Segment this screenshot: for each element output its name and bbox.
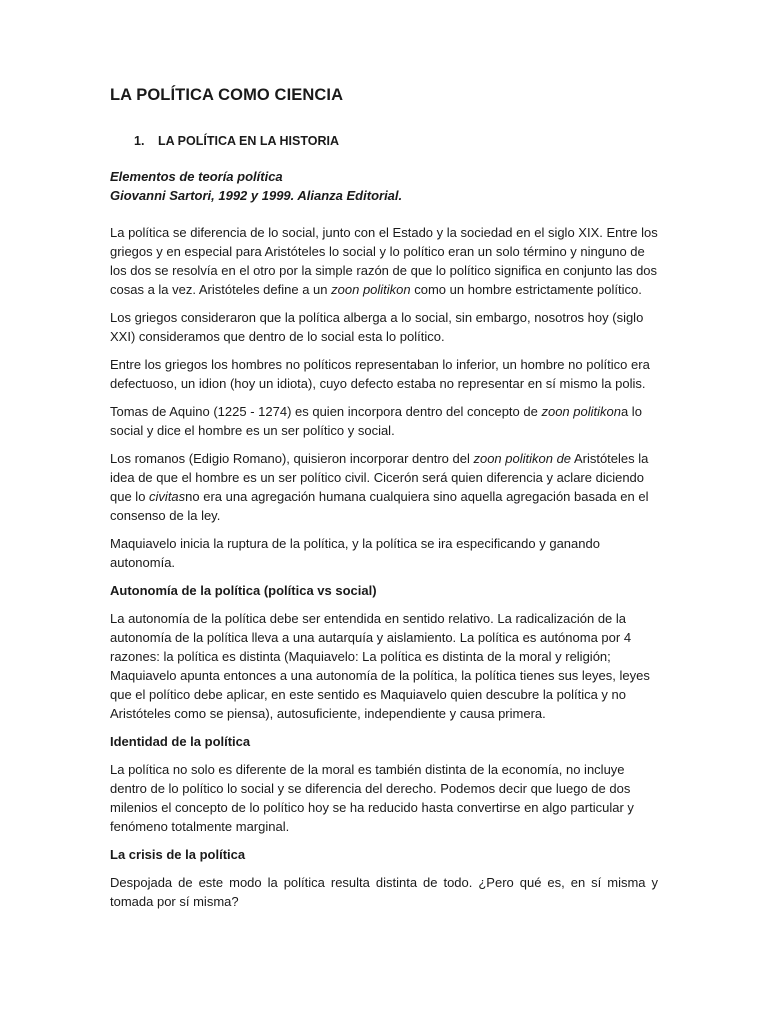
reference-book-title: Elementos de teoría política [110,169,283,184]
italic-term: zoon politikon [541,404,621,419]
paragraph-text: a lo social y dice el hombre es un ser político y social. [110,404,642,438]
subheading-identidad: Identidad de la política [110,734,251,749]
paragraph-6: Maquiavelo inicia la ruptura de la política, y la política se ira especificando y ganando autonomía. [110,536,600,570]
section-number: 1. [134,134,145,148]
paragraph-1 [110,223,658,299]
paragraph-text: Los romanos (Edigio Romano), quisieron incorporar dentro del [110,451,474,466]
paragraph-text: Aristóteles la idea de que el hombre es un ser político civil. Cicerón será quien diferencia y aclare diciendo que lo [110,451,649,504]
section-title: LA POLÍTICA EN LA HISTORIA [158,134,340,148]
document-title: LA POLÍTICA COMO CIENCIA [110,86,344,104]
paragraph-4 [110,402,658,440]
italic-term: zoon politikon [331,282,411,297]
paragraph-9: Despojada de este modo la política resulta distinta de todo. ¿Pero qué es, en sí misma y tomada por sí misma? [110,875,658,909]
paragraph-text: Tomas de Aquino (1225 - 1274) es quien incorpora dentro del concepto de [110,404,542,419]
paragraph-2: Los griegos consideraron que la política alberga a lo social, sin embargo, nosotros hoy (siglo XXI) consideramos que dentro de lo social esta lo político. [110,310,644,344]
paragraph-5 [110,449,658,525]
reference-author-publisher: Giovanni Sartori, 1992 y 1999. Alianza Editorial. [110,188,403,203]
paragraph-3: Entre los griegos los hombres no políticos representaban lo inferior, un hombre no político era defectuoso, un idion (hoy un idiota), cuyo defecto estaba no representar en sí mismo la polis. [110,357,650,391]
subheading-autonomia: Autonomía de la política (política vs social) [110,583,377,598]
subheading-crisis: La crisis de la política [110,847,246,862]
paragraph-7: La autonomía de la política debe ser entendida en sentido relativo. La radicalización de la autonomía de la política lleva a una autarquía y aislamiento. La política es autónoma por 4 razones: la política es distinta (Maquiavelo: La política es distinta de la moral y religión; Maquiavelo apunta entonces a una autonomía de la política, la política tienes sus leyes, leyes que el político debe aplicar, en este sentido es Maquiavelo quien descubre la política y no Aristóteles como se piensa), autosuficiente, independiente y causa primera. [110,611,650,721]
section-heading [110,134,658,148]
paragraph-text: no era una agregación humana cualquiera sino aquella agregación basada en el consenso de la ley. [110,489,649,523]
paragraph-8: La política no solo es diferente de la moral es también distinta de la economía, no incluye dentro de lo político lo social y se diferencia del derecho. Podemos decir que luego de dos milenios el concepto de lo político hoy se ha reducido hasta convertirse en algo particular y fenómeno totalmente marginal. [110,762,634,834]
italic-term: zoon politikon de [473,451,572,466]
paragraph-text: como un hombre estrictamente político. [410,282,642,297]
bibliographic-reference [110,167,658,205]
italic-term: civitas [149,489,186,504]
paragraph-text: La política se diferencia de lo social, junto con el Estado y la sociedad en el siglo XIX. Entre los griegos y en especial para Aristóteles lo social y lo político eran un solo término y ninguno de los dos se resolvía en el otro por la simple razón de que lo político significa en conjunto las dos cosas a la vez. Aristóteles define a un [110,225,658,297]
